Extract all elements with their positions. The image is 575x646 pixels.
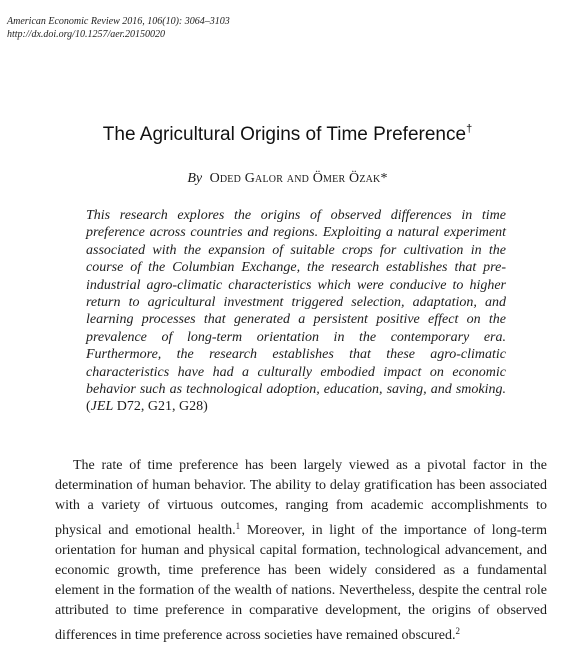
- paper-title-text: The Agricultural Origins of Time Preference: [102, 124, 467, 145]
- author-prefix: By: [187, 171, 203, 186]
- footnote-ref-1[interactable]: 1: [235, 521, 241, 531]
- abstract: [86, 207, 506, 416]
- jel-label: JEL: [90, 399, 114, 415]
- footnote-ref-2[interactable]: 2: [455, 626, 460, 636]
- intro-text-part2: Moreover, in light of the importance of long-term orientation for human and physical capital formation, technological advancement, and economic growth, time preference has been widely considered as a fundamental element in the formation of the wealth of nations. Nevertheless, despite the central role attributed to time preference in comparative development, the origins of observed differences in time preference across societies have remained obscured.: [55, 523, 548, 643]
- jel-code-list: D72, G21, G28: [116, 399, 204, 415]
- author-names: Oded Galor and Ömer Özak*: [209, 171, 388, 186]
- jel-codes: (JEL D72, G21, G28): [86, 399, 208, 415]
- journal-citation: American Economic Review 2016, 106(10): 3064–3103: [7, 16, 230, 27]
- doi-link[interactable]: http://dx.doi.org/10.1257/aer.20150020: [7, 29, 165, 40]
- author-line: [0, 171, 575, 187]
- title-footnote-mark[interactable]: †: [466, 123, 473, 135]
- intro-paragraph: [55, 456, 547, 646]
- abstract-text: This research explores the origins of observed differences in time preference across countries and regions. Exploiting a natural experiment associated with the expansion of suitable crops for cultivation in the course of the Columbian Exchange, the research establishes that pre-industrial agro-climatic characteristics which were conducive to higher return to agricultural investment triggered selection, adaptation, and learning processes that generated a persistent positive effect on the prevalence of long-term orientation in the contemporary era. Furthermore, the research establishes that these agro-climatic characteristics have had a culturally embodied impact on economic behavior such as technological adoption, education, saving, and smoking.: [86, 208, 506, 398]
- paper-title: [0, 123, 575, 146]
- intro-text-part1: The rate of time preference has been largely viewed as a pivotal factor in the determination of human behavior. The ability to delay gratification has been associated with a variety of virtuous outcomes, ranging from academic accomplishments to physical and emotional health.: [55, 458, 547, 538]
- journal-header: [7, 15, 230, 41]
